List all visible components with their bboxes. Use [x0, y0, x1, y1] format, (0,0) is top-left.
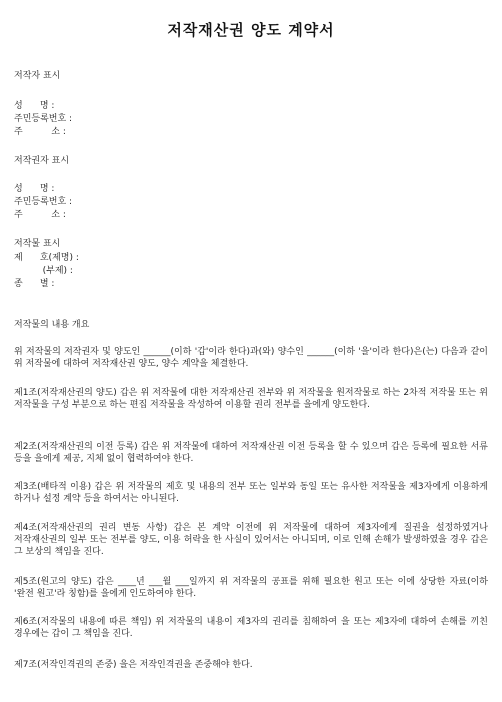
- article-6-paragraph: 제6조(저작물의 내용에 따른 책임) 위 저작물의 내용이 제3자의 권리를 침해하여 을 또는 제3자에 대하여 손해를 끼친 경우에는 갑이 그 책임을 진다.: [14, 617, 488, 639]
- article-2-paragraph: 제2조(저작재산권의 이전 등록) 갑은 위 저작물에 대하여 저작재산권 이전 등록을 할 수 있으며 갑은 등록에 필요한 서류 등을 을에게 제공, 지체 없이 협력하여야 한다.: [14, 442, 488, 464]
- article-7-paragraph: 제7조(저작인격권의 존중) 을은 저작인격권을 존중해야 한다.: [14, 660, 253, 670]
- article-4-paragraph: 제4조(저작재산권의 권리 변동 사항) 갑은 본 계약 이전에 위 저작물에 대하여 제3자에게 질권을 설정하였거나 저작재산권의 일부 또는 전부를 양도, 이용 허락을 한 사실이 있어서는 아니되며, 이로 인해 손해가 발생하였을 경우 갑은 그 보상의 책임을 진다.: [14, 523, 488, 557]
- article-3-paragraph: 제3조(배타적 이용) 갑은 위 저작물의 제호 및 내용의 전부 또는 일부와 동일 또는 유사한 저작물을 제3자에게 이용하게 하거나 설정 계약 등을 하여서는 아니된다.: [14, 482, 488, 504]
- article-1-paragraph: 제1조(저작재산권의 양도) 갑은 위 저작물에 대한 저작재산권 전부와 위 저작물을 원저작물로 하는 2차적 저작물 또는 위 저작물을 구성 부분으로 하는 편집 저작물을 작성하여 이용할 권리 전부를 을에게 양도한다.: [14, 388, 488, 410]
- preamble-paragraph: 위 저작물의 저작권자 및 양도인 ______(이하 '갑'이라 한다)과(와) 양수인 ______(이하 '을'이라 한다)은(는) 다음과 같이 위 저작물에 대하여 저작재산권 양도, 양수 계약을 체결한다.: [14, 347, 488, 369]
- work-type-label: 종 별 :: [14, 279, 55, 289]
- work-title-label: 제 호(제명) :: [14, 253, 79, 263]
- owner-address-label: 주 소 :: [14, 127, 66, 137]
- article-5-paragraph: 제5조(원고의 양도) 갑은 ____년 ___월 ___일까지 위 저작물의 공표를 위해 필요한 원고 또는 이에 상당한 자료(이하 '완전 원고'라 칭함)를 을에게 인도하여야 한다.: [14, 577, 488, 599]
- rights-holder-address-label: 주 소 :: [14, 210, 66, 220]
- work-section-heading: 저작물 표시: [14, 239, 61, 249]
- summary-heading: 저작물의 내용 개요: [14, 320, 90, 330]
- work-subtitle-label: (부제) :: [14, 266, 73, 276]
- rights-holder-name-label: 성 명 :: [14, 184, 55, 194]
- rights-holder-id-label: 주민등록번호 :: [14, 197, 73, 207]
- owner-id-label: 주민등록번호 :: [14, 114, 73, 124]
- owner-section-heading: 저작자 표시: [14, 71, 61, 81]
- owner-name-label: 성 명 :: [14, 101, 55, 111]
- document-title: 저작재산권 양도 계약서: [167, 21, 335, 39]
- rights-holder-section-heading: 저작권자 표시: [14, 156, 70, 166]
